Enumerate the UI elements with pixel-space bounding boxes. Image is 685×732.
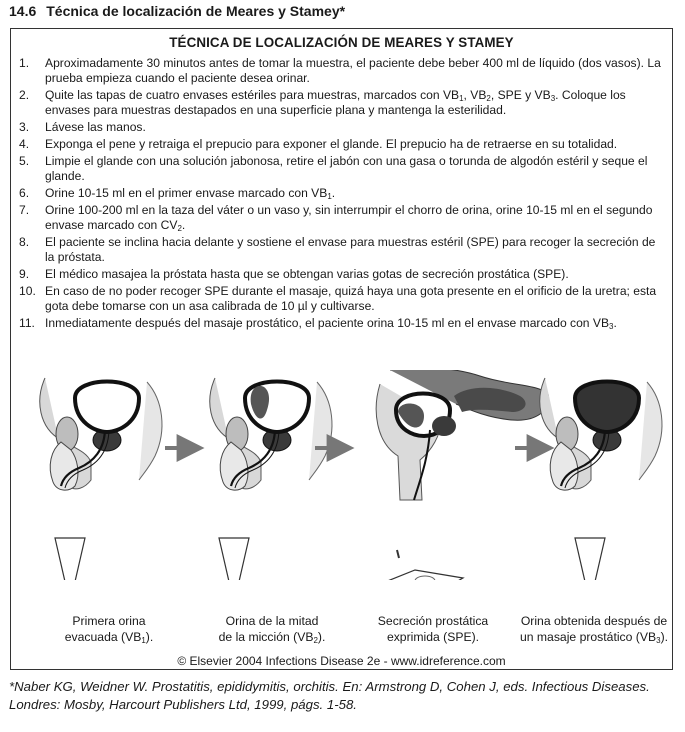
caption-line: exprimida (SPE).: [386, 630, 480, 644]
step-text: Inmediatamente después del masaje prostático, el paciente orina 10-15 ml en el envase marcado con VB: [45, 316, 610, 330]
figure-number: 14.6: [9, 3, 37, 19]
technique-heading: TÉCNICA DE LOCALIZACIÓN DE MEARES Y STAMEY: [169, 35, 514, 50]
panel-prostatic-massage: [376, 370, 548, 500]
subscript: 2: [486, 94, 491, 103]
panel-first-void: [40, 378, 162, 490]
step-text: Lávese las manos.: [45, 120, 146, 134]
cup-vb3: [575, 538, 605, 580]
step-number: 2.: [19, 88, 30, 102]
footnote-reference: *Naber KG, Weidner W. Prostatitis, epididymitis, orchitis. En: Armstrong D, Cohen J, eds. Infectious Diseases. Londres: Mosby, Harcourt Publishers Ltd, 1999, págs. 1-58.: [9, 679, 650, 712]
step-item: [19, 88, 667, 118]
step-number: 1.: [19, 56, 30, 70]
step-text: El médico masajea la próstata hasta que se obtengan varias gotas de secreción prostática (SPE).: [45, 267, 569, 281]
step-item: [19, 137, 667, 152]
subscript: 1: [141, 636, 146, 645]
spe-slide: [385, 550, 463, 580]
step-number: 4.: [19, 137, 30, 151]
step-item: [19, 267, 667, 282]
step-item: [19, 186, 667, 201]
step-number: 7.: [19, 203, 30, 217]
caption-first-void: [49, 613, 169, 645]
caption-midstream: [209, 613, 335, 645]
caption-end: ).: [660, 630, 669, 644]
figure-title: [9, 3, 345, 19]
steps-list: [19, 56, 667, 333]
caption-line: un masaje prostático (VB: [519, 630, 657, 644]
cup-vb1: [55, 538, 85, 580]
caption-end: ).: [145, 630, 154, 644]
step-text: , VB: [463, 88, 487, 102]
step-text: .: [613, 316, 617, 330]
step-number: 9.: [19, 267, 30, 281]
step-number: 3.: [19, 120, 30, 134]
step-text: , SPE y VB: [490, 88, 551, 102]
step-item: [19, 56, 667, 86]
step-text: Aproximadamente 30 minutos antes de tomar la muestra, el paciente debe beber 400 ml de líquido (dos vasos). La prueba empieza cuando el paciente desea orinar.: [45, 56, 661, 85]
subscript: 2: [313, 636, 318, 645]
step-item: [19, 154, 667, 184]
step-text: .: [181, 218, 186, 232]
subscript: 3: [609, 322, 614, 331]
caption-line: Orina obtenida después de: [520, 614, 668, 628]
step-text: Limpie el glande con una solución jabonosa, retire el jabón con una gasa o torunda de algodón estéril y seque el glande.: [45, 154, 648, 183]
step-number: 6.: [19, 186, 30, 200]
step-text: En caso de no poder recoger SPE durante el masaje, quizá haya una gota presente en el orificio de la uretra; esta gota debe tomarse con un asa calibrada de 10 µl y cultivarse.: [45, 284, 657, 313]
caption-prostatic-secretion: [367, 613, 499, 645]
step-number: 5.: [19, 154, 30, 168]
step-item: [19, 284, 667, 314]
caption-line: Secreción prostática: [377, 614, 489, 628]
anatomy-illustration: [15, 370, 670, 580]
caption-line: evacuada (VB: [64, 630, 142, 644]
step-item: [19, 235, 667, 265]
step-number: 8.: [19, 235, 30, 249]
step-number: 10.: [19, 284, 36, 298]
cup-vb2: [219, 538, 249, 580]
caption-end: ).: [317, 630, 326, 644]
subscript: 2: [177, 224, 182, 233]
copyright-line: © Elsevier 2004 Infections Disease 2e - www.idreference.com: [177, 654, 506, 668]
step-text: Quite las tapas de cuatro envases estériles para muestras, marcados con VB: [45, 88, 460, 102]
step-text: El paciente se inclina hacia delante y sostiene el envase para muestras estéril (SPE) para recoger la secreción de la próstata.: [45, 235, 656, 264]
step-text: . Coloque los envases para muestras destapados en una superficie plana y mantenga la esterilidad.: [45, 88, 626, 117]
caption-line: Orina de la mitad: [225, 614, 319, 628]
step-item: [19, 316, 667, 331]
panel-post-massage: [540, 378, 662, 490]
subscript: 1: [327, 192, 332, 201]
subscript: 1: [459, 94, 464, 103]
step-text: Exponga el pene y retraiga el prepucio para exponer el glande. El prepucio ha de retraerse en su totalidad.: [45, 137, 618, 151]
step-item: [19, 203, 667, 233]
panel-midstream: [210, 378, 332, 490]
step-item: [19, 120, 667, 135]
subscript: 3: [550, 94, 556, 103]
figure-title-text: Técnica de localización de Meares y Stamey*: [46, 3, 346, 19]
step-text: Orine 10-15 ml en el primer envase marcado con VB: [45, 186, 328, 200]
caption-post-massage: [519, 613, 669, 645]
step-number: 11.: [19, 316, 35, 330]
step-text: Orine 100-200 ml en la taza del váter o un vaso y, sin interrumpir el chorro de orina, orine 10-15 ml en el segundo envase marcado con CV: [45, 203, 653, 232]
caption-line: Primera orina: [72, 614, 146, 628]
caption-line: de la micción (VB: [218, 630, 314, 644]
subscript: 3: [656, 636, 661, 645]
step-text: .: [331, 186, 336, 200]
